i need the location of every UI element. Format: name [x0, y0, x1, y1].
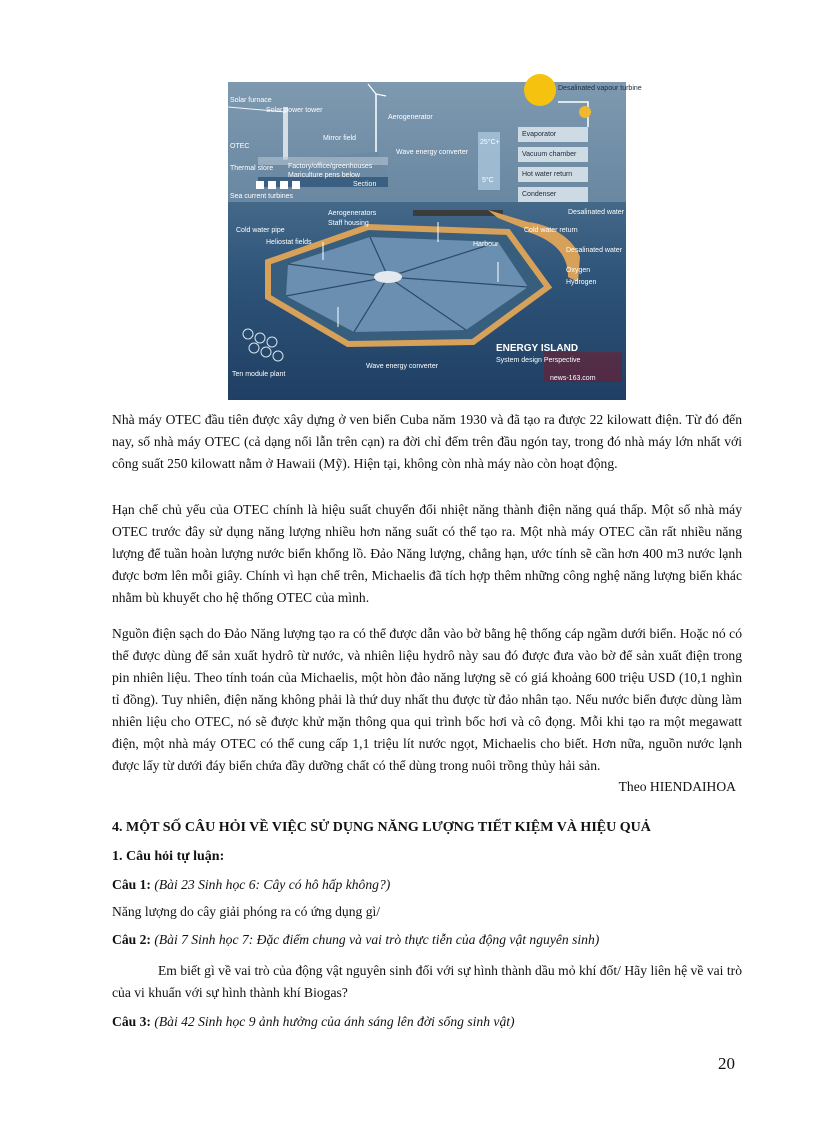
source-credit: Theo HIENDAIHOA	[618, 779, 736, 794]
question-1	[112, 877, 742, 893]
label-watermark: news-163.com	[550, 375, 596, 382]
question-3-reference: (Bài 42 Sinh học 9 ảnh hưởng của ánh sáng lên đời sống sinh vật)	[154, 1014, 515, 1029]
label-cold-water-return: Cold water return	[524, 227, 578, 234]
paragraph-otec-limitations: Hạn chế chủ yếu của OTEC chính là hiệu suất chuyển đổi nhiệt năng thành điện năng quá thấp. Một số nhà máy OTEC trước đây sử dụng năng lượng nhiều hơn năng suất có thể tạo ra. Một nhà máy OTEC cần rất nhiều năng lượng để tuần hoàn lượng nước biển khổng lồ. Đảo Năng lượng, chẳng hạn, ước tính sẽ cần hơn 400 m3 nước lạnh được bơm lên mỗi giây. Chính vì hạn chế trên, Michaelis đã tích hợp thêm những công nghệ năng lượng biển khác nhằm bù khuyết cho hệ thống OTEC của mình.	[112, 502, 742, 605]
label-mirror-field: Mirror field	[323, 135, 357, 142]
label-harbour: Harbour	[473, 241, 499, 248]
label-oxygen: Oxygen	[566, 267, 591, 274]
label-desalinated-vapour-turbine: Desalinated vapour turbine	[558, 85, 642, 92]
label-temp-warm: 25°C+	[480, 139, 500, 146]
question-3-label: Câu 3:	[112, 1014, 151, 1029]
label-hot-water-return: Hot water return	[522, 171, 573, 178]
label-aerogenerator: Aerogenerator	[388, 114, 433, 121]
label-wave-energy-converter-2: Wave energy converter	[366, 363, 439, 370]
question-1-label: Câu 1:	[112, 877, 151, 892]
label-vacuum-chamber: Vacuum chamber	[522, 151, 577, 158]
question-3	[112, 1014, 742, 1030]
label-solar-furnace: Solar furnace	[230, 97, 272, 104]
label-solar-power-tower: Solar power tower	[266, 107, 323, 114]
label-wave-energy-converter: Wave energy converter	[396, 149, 469, 156]
energy-island-illustration	[228, 82, 644, 400]
question-2-label: Câu 2:	[112, 932, 151, 947]
paragraph-otec-history: Nhà máy OTEC đầu tiên được xây dựng ở ven biển Cuba năm 1930 và đã tạo ra được 22 kilowatt điện. Từ đó đến nay, số nhà máy OTEC (cả dạng nổi lẫn trên cạn) ra đời chỉ đếm trên đầu ngón tay, trong đó nhà máy lớn nhất với công suất 250 kilowatt nằm ở Hawaii (Mỹ). Hiện tại, không còn nhà máy nào còn hoạt động.	[112, 412, 742, 471]
sun-icon	[524, 74, 556, 106]
label-evaporator: Evaporator	[522, 131, 557, 138]
section-title: 4. MỘT SỐ CÂU HỎI VỀ VIỆC SỬ DỤNG NĂNG LƯỢNG TIẾT KIỆM VÀ HIỆU QUẢ	[112, 820, 651, 835]
label-system-perspective: System design Perspective	[496, 357, 581, 364]
turbine-icon	[579, 106, 591, 118]
question-2-reference: (Bài 7 Sinh học 7: Đặc điểm chung và vai trò thực tiễn của động vật nguyên sinh)	[154, 932, 600, 947]
label-hydrogen: Hydrogen	[566, 279, 597, 286]
label-staff-housing: Staff housing	[328, 220, 369, 227]
question-2-text: Em biết gì về vai trò của động vật nguyên sinh đối với sự hình thành dầu mỏ khí đốt/ Hãy liên hệ về vai trò của vi khuẩn với sự hình thành khí Biogas?	[112, 963, 742, 1000]
label-energy-island: ENERGY ISLAND	[496, 343, 579, 354]
label-desalinated-water-outlet: Desalinated water outlet	[568, 209, 644, 216]
label-factory: Factory/office/greenhouses	[288, 163, 373, 170]
label-cold-water-pipe: Cold water pipe	[236, 227, 285, 234]
question-2	[112, 932, 742, 948]
paragraph-clean-energy: Nguồn điện sạch do Đảo Năng lượng tạo ra có thể được dẫn vào bờ bằng hệ thống cáp ngầm dưới biển. Hoặc nó có thể được dùng để sản xuất hydrô từ nước, và nhiên liệu hydrô này sau đó được đưa vào bờ để sản xuất điện trong pin nhiên liệu. Theo tính toán của Michaelis, một hòn đảo năng lượng sẽ có giá khoảng 600 triệu USD (10,1 nghìn tỉ đồng). Tuy nhiên, điện năng không phải là thứ duy nhất thu được từ đảo nhân tạo. Nếu nước biển được dùng làm nhiên liệu cho OTEC, nó sẽ được khử mặn thông qua qui trình bốc hơi và cô đọng. Mỗi khi tạo ra một megawatt điện, một nhà máy OTEC có thể cung cấp 1,1 triệu lít nước ngọt, Michaelis cho biết. Hơn nữa, nguồn nước lạnh được lấy từ dưới đáy biển chứa đầy dưỡng chất có thể dùng trong nuôi trồng thủy hải sản.	[112, 626, 742, 773]
question-1-reference: (Bài 23 Sinh học 6: Cây có hô hấp không?)	[154, 877, 391, 892]
label-section: Section	[353, 181, 377, 188]
label-mariculture: Mariculture pens below	[288, 172, 360, 179]
label-desalinated-water: Desalinated water	[566, 247, 623, 254]
label-heliostat-fields: Heliostat fields	[266, 239, 312, 246]
label-condenser: Condenser	[522, 191, 557, 198]
page-number: 20	[718, 1054, 735, 1073]
question-1-text: Năng lượng do cây giải phóng ra có ứng dụng gì/	[112, 904, 381, 919]
label-sea-current-turbines: Sea current turbines	[230, 193, 294, 200]
section-subtitle: 1. Câu hỏi tự luận:	[112, 849, 225, 864]
label-ten-module-plant: Ten module plant	[232, 371, 286, 378]
energy-island-figure	[228, 82, 644, 400]
label-aerogenerators: Aerogenerators	[328, 210, 377, 217]
label-thermal-store: Thermal store	[230, 165, 274, 172]
label-temp-cold: 5°C	[482, 177, 494, 184]
label-otec: OTEC	[230, 143, 250, 150]
